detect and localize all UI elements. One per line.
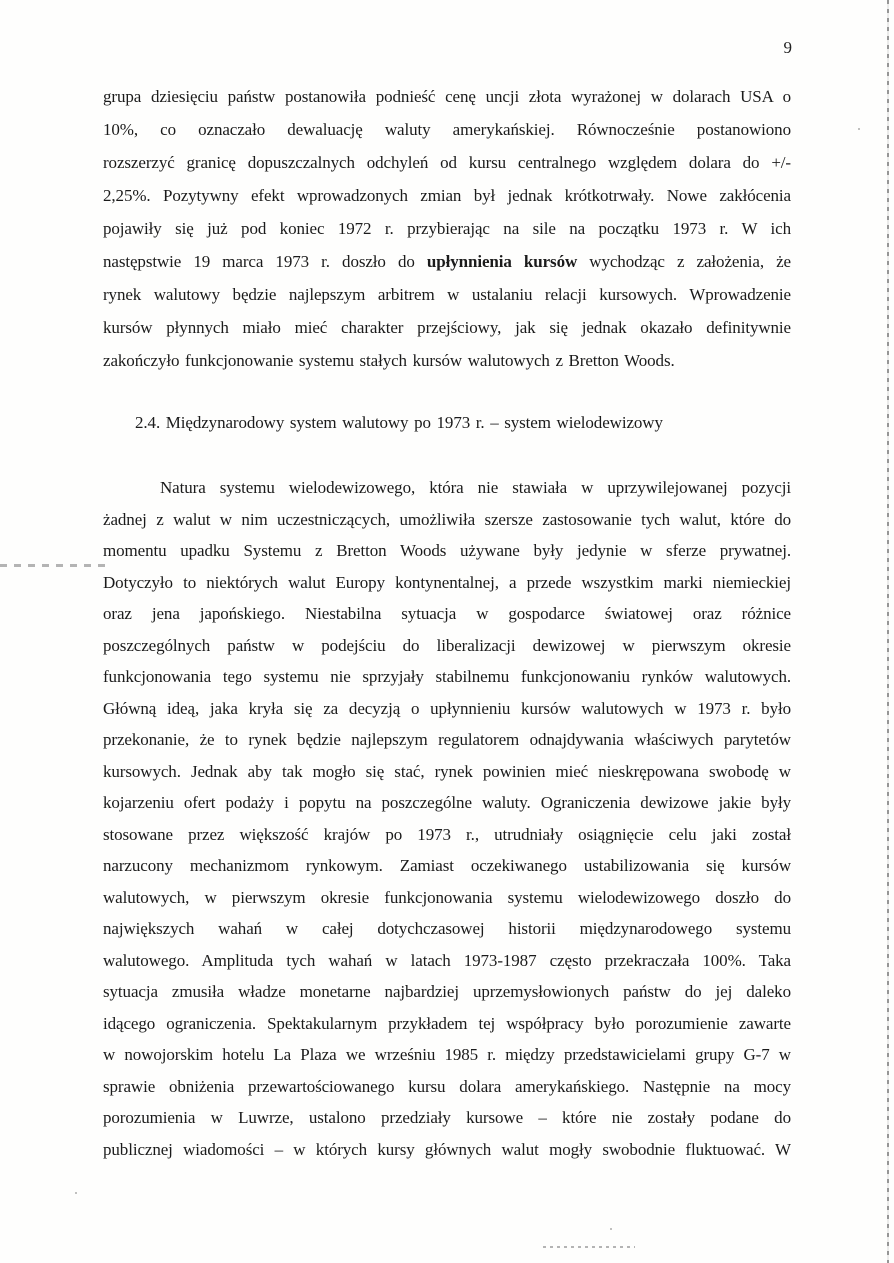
text-segment: rynek walutowy będzie najlepszym arbitrem w ustalaniu relacji kursowych. Wprowadzenie xyxy=(103,285,791,304)
body-paragraph xyxy=(103,80,791,377)
text-line xyxy=(103,146,791,179)
text-line xyxy=(103,693,791,725)
text-line xyxy=(103,344,791,377)
text-line xyxy=(103,179,791,212)
text-line xyxy=(103,850,791,882)
text-segment: żadnej z walut w nim uczestniczących, umożliwiła szersze zastosowanie tych walut, które do xyxy=(103,509,791,529)
text-line xyxy=(103,598,791,630)
text-segment: stosowane przez większość krajów po 1973 r., utrudniały osiągnięcie celu jaki został xyxy=(103,824,791,844)
text-segment: kojarzeniu ofert podaży i popytu na poszczególne waluty. Ograniczenia dewizowe jakie były xyxy=(103,793,791,812)
text-line xyxy=(103,212,791,245)
scan-artifact-right-edge xyxy=(887,0,889,1263)
text-segment: poszczególnych państw w podejściu do liberalizacji dewizowej w pierwszym okresie xyxy=(103,635,791,655)
text-segment: kursów płynnych miało mieć charakter przejściowy, jak się jednak okazało definitywnie xyxy=(103,318,791,337)
text-line xyxy=(103,567,791,599)
text-segment: zakończyło funkcjonowanie systemu stałych kursów walutowych z Bretton Woods. xyxy=(103,351,675,370)
bold-text: upłynnienia kursów xyxy=(426,252,578,271)
text-line xyxy=(103,113,791,146)
text-line xyxy=(103,661,791,693)
text-segment: sytuacja zmusiła władze monetarne najbardziej uprzemysłowionych państw do jej daleko xyxy=(103,982,791,1001)
text-segment: Główną ideą, jaka kryła się za decyzją o upłynnieniu kursów walutowych w 1973 r. było xyxy=(103,698,791,718)
page-number: 9 xyxy=(783,38,792,57)
text-line xyxy=(103,472,791,504)
text-segment: Dotyczyło to niektórych walut Europy kontynentalnej, a przede wszystkim marki niemieckiej xyxy=(103,572,791,592)
text-segment: rozszerzyć granicę dopuszczalnych odchyleń od kursu centralnego względem dolara do +/- xyxy=(103,153,791,172)
text-segment: porozumienia w Luwrze, ustalono przedziały kursowe – które nie zostały podane do xyxy=(103,1108,791,1127)
text-line xyxy=(103,787,791,819)
text-segment: kursowych. Jednak aby tak mogło się stać, rynek powinien mieć nieskrępowana swobodę w xyxy=(103,761,791,781)
text-segment: narzucony mechanizmom rynkowym. Zamiast oczekiwanego ustabilizowania się kursów xyxy=(103,856,791,875)
text-segment: grupa dziesięciu państw postanowiła podnieść cenę uncji złota wyrażonej w dolarach USA o xyxy=(103,87,791,106)
scan-artifact-bottom-dots xyxy=(543,1246,635,1248)
text-segment: oraz jena japońskiego. Niestabilna sytuacja w gospodarce światowej oraz różnice xyxy=(103,604,791,623)
text-line xyxy=(103,976,791,1008)
text-line xyxy=(103,882,791,914)
text-line xyxy=(103,724,791,756)
text-segment: idącego ograniczenia. Spektakularnym przykładem tej współpracy było porozumienie zawarte xyxy=(103,1013,791,1033)
text-line xyxy=(103,1008,791,1040)
text-segment: wychodząc z założenia, że xyxy=(577,252,791,271)
text-segment: następstwie 19 marca 1973 r. doszło do xyxy=(103,252,427,271)
text-line xyxy=(103,630,791,662)
text-line xyxy=(103,311,791,344)
text-line xyxy=(103,406,791,439)
text-line xyxy=(103,278,791,311)
text-segment: 10%, co oznaczało dewaluację waluty amerykańskiej. Równocześnie postanowiono xyxy=(103,120,791,139)
text-segment: 2,25%. Pozytywny efekt wprowadzonych zmian był jednak krótkotrwały. Nowe zakłócenia xyxy=(103,186,791,205)
text-segment: walutowych, w pierwszym okresie funkcjonowania systemu wielodewizowego doszło do xyxy=(103,887,791,907)
text-line xyxy=(103,535,791,567)
text-segment: Natura systemu wielodewizowego, która nie stawiała w uprzywilejowanej pozycji xyxy=(160,478,791,497)
text-line xyxy=(103,945,791,977)
text-segment: 2.4. Międzynarodowy system walutowy po 1973 r. – system wielodewizowy xyxy=(135,413,663,432)
text-segment: w nowojorskim hotelu La Plaza we wrześniu 1985 r. między przedstawicielami grupy G-7 w xyxy=(103,1045,791,1064)
text-line xyxy=(103,1134,791,1166)
text-line xyxy=(103,504,791,536)
document-body xyxy=(103,80,791,1165)
scan-speck xyxy=(610,1228,612,1230)
text-line xyxy=(103,819,791,851)
text-line xyxy=(103,80,791,113)
text-line xyxy=(103,245,791,278)
text-line xyxy=(103,756,791,788)
text-segment: największych wahań w całej dotychczasowej historii międzynarodowego systemu xyxy=(103,919,791,938)
text-line xyxy=(103,1039,791,1071)
body-paragraph xyxy=(103,472,791,1165)
scan-artifact-left-dashes xyxy=(0,564,112,567)
text-segment: momentu upadku Systemu z Bretton Woods używane były jedynie w sferze prywatnej. xyxy=(103,541,791,560)
section-heading xyxy=(103,406,791,439)
text-segment: przekonanie, że to rynek będzie najlepszym regulatorem odnajdywania właściwych parytetów xyxy=(103,730,791,749)
scan-speck xyxy=(75,1192,77,1194)
text-segment: funkcjonowania tego systemu nie sprzyjały stabilnemu funkcjonowaniu rynków walutowych. xyxy=(103,667,791,686)
text-segment: pojawiły się już pod koniec 1972 r. przybierając na sile na początku 1973 r. W ich xyxy=(103,219,791,238)
text-segment: sprawie obniżenia przewartościowanego kursu dolara amerykańskiego. Następnie na mocy xyxy=(103,1076,791,1096)
text-line xyxy=(103,1102,791,1134)
text-segment: publicznej wiadomości – w których kursy głównych walut mogły swobodnie fluktuować. W xyxy=(103,1139,791,1159)
text-segment: walutowego. Amplituda tych wahań w latach 1973-1987 często przekraczała 100%. Taka xyxy=(103,950,791,970)
scan-speck xyxy=(858,128,860,130)
text-line xyxy=(103,1071,791,1103)
text-line xyxy=(103,913,791,945)
